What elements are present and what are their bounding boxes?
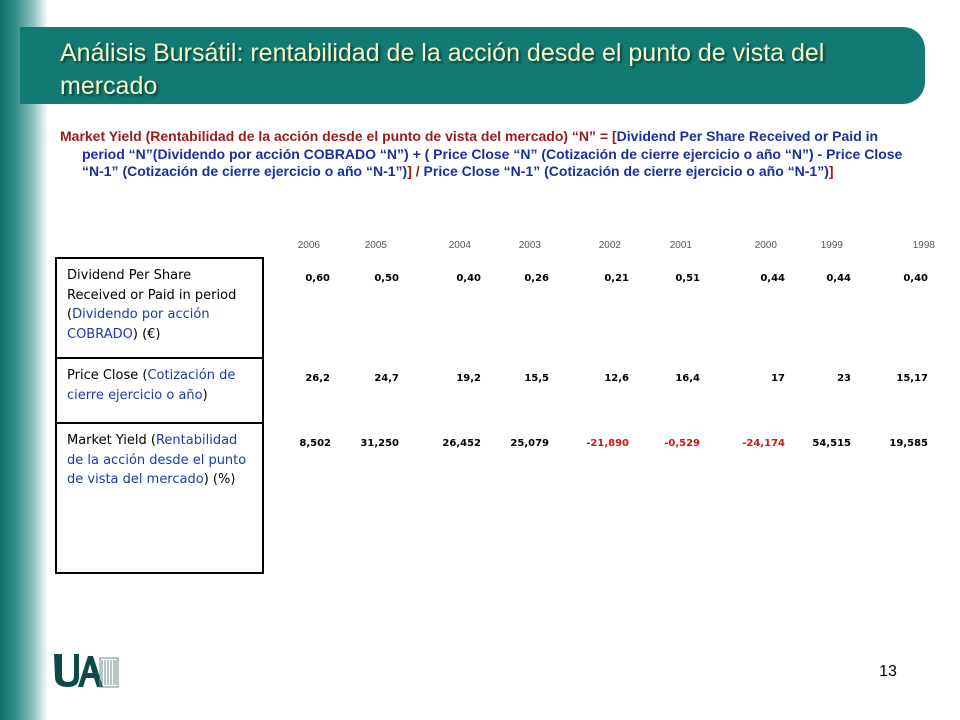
table-cell: 19,585 xyxy=(889,438,928,449)
table-cell-negative: -24,174 xyxy=(742,438,785,449)
left-decorative-band xyxy=(0,0,48,720)
table-cell: 26,2 xyxy=(305,373,330,384)
page-number: 13 xyxy=(879,663,897,680)
table-cell: 0,44 xyxy=(760,273,785,284)
table-cell: 15,17 xyxy=(896,373,928,384)
table-row xyxy=(56,423,928,573)
slide-title: Análisis Bursátil: rentabilidad de la acción desde el punto de vista del mercado xyxy=(60,39,825,100)
table-cell: 17 xyxy=(771,373,785,384)
year-header: 2000 xyxy=(754,240,777,251)
formula-part-5: ] xyxy=(828,163,834,179)
year-header: 1999 xyxy=(820,240,843,251)
table-cell: 26,452 xyxy=(442,438,481,449)
table-cell-negative: -0,529 xyxy=(664,438,700,449)
table-cell: 23 xyxy=(837,373,851,384)
formula-part-4: Price Close “N-1” (Cotización de cierre ejercicio o año “N-1”) xyxy=(423,163,829,179)
row-label-dividend: Dividend Per Share Received or Paid in period (Dividendo por acción COBRADO) (€) xyxy=(56,258,263,358)
table-cell: 31,250 xyxy=(360,438,399,449)
table-cell: 8,502 xyxy=(299,438,331,449)
table-cell: 0,40 xyxy=(903,273,928,284)
year-header: 1998 xyxy=(912,240,935,251)
table-cell: 19,2 xyxy=(456,373,481,384)
year-header: 2005 xyxy=(364,240,387,251)
uam-logo xyxy=(52,650,120,690)
year-header: 2003 xyxy=(518,240,541,251)
table-cell-negative: -21,890 xyxy=(586,438,629,449)
market-yield-table xyxy=(55,257,928,574)
formula-part-3: ] / xyxy=(407,163,424,179)
year-header: 2001 xyxy=(669,240,692,251)
table-cell: 0,44 xyxy=(826,273,851,284)
formula-part-2: Dividend Per Share Received or Paid in period “N”(Dividendo por acción COBRADO “N”) + ( Price Close “N” (Cotización de cierre ejercicio o año “N”) - Price Close “N-1” (Cotización de cierre ejercicio o año “N-1”) xyxy=(82,128,903,179)
table-cell: 15,5 xyxy=(524,373,549,384)
table-cell: 0,50 xyxy=(374,273,399,284)
row-label-price-close: Price Close (Cotización de cierre ejercicio o año) xyxy=(56,358,263,423)
table-cell: 0,26 xyxy=(524,273,549,284)
table-cell: 0,60 xyxy=(305,273,330,284)
table-cell: 54,515 xyxy=(812,438,851,449)
table-row xyxy=(56,358,928,423)
formula-part-1: Market Yield (Rentabilidad de la acción desde el punto de vista del mercado) “N” = [ xyxy=(60,128,617,144)
year-header: 2004 xyxy=(448,240,471,251)
table-cell: 0,21 xyxy=(604,273,629,284)
table-cell: 0,51 xyxy=(675,273,700,284)
year-header: 2006 xyxy=(297,240,320,251)
table-cell: 24,7 xyxy=(374,373,399,384)
row-label-market-yield: Market Yield (Rentabilidad de la acción desde el punto de vista del mercado) (%) xyxy=(56,423,263,573)
table-row xyxy=(56,258,928,358)
table-cell: 12,6 xyxy=(604,373,629,384)
table-cell: 0,40 xyxy=(456,273,481,284)
table-cell: 25,079 xyxy=(510,438,549,449)
year-header: 2002 xyxy=(598,240,621,251)
market-yield-formula xyxy=(60,128,920,181)
year-header-row xyxy=(260,240,945,256)
table-cell: 16,4 xyxy=(675,373,700,384)
